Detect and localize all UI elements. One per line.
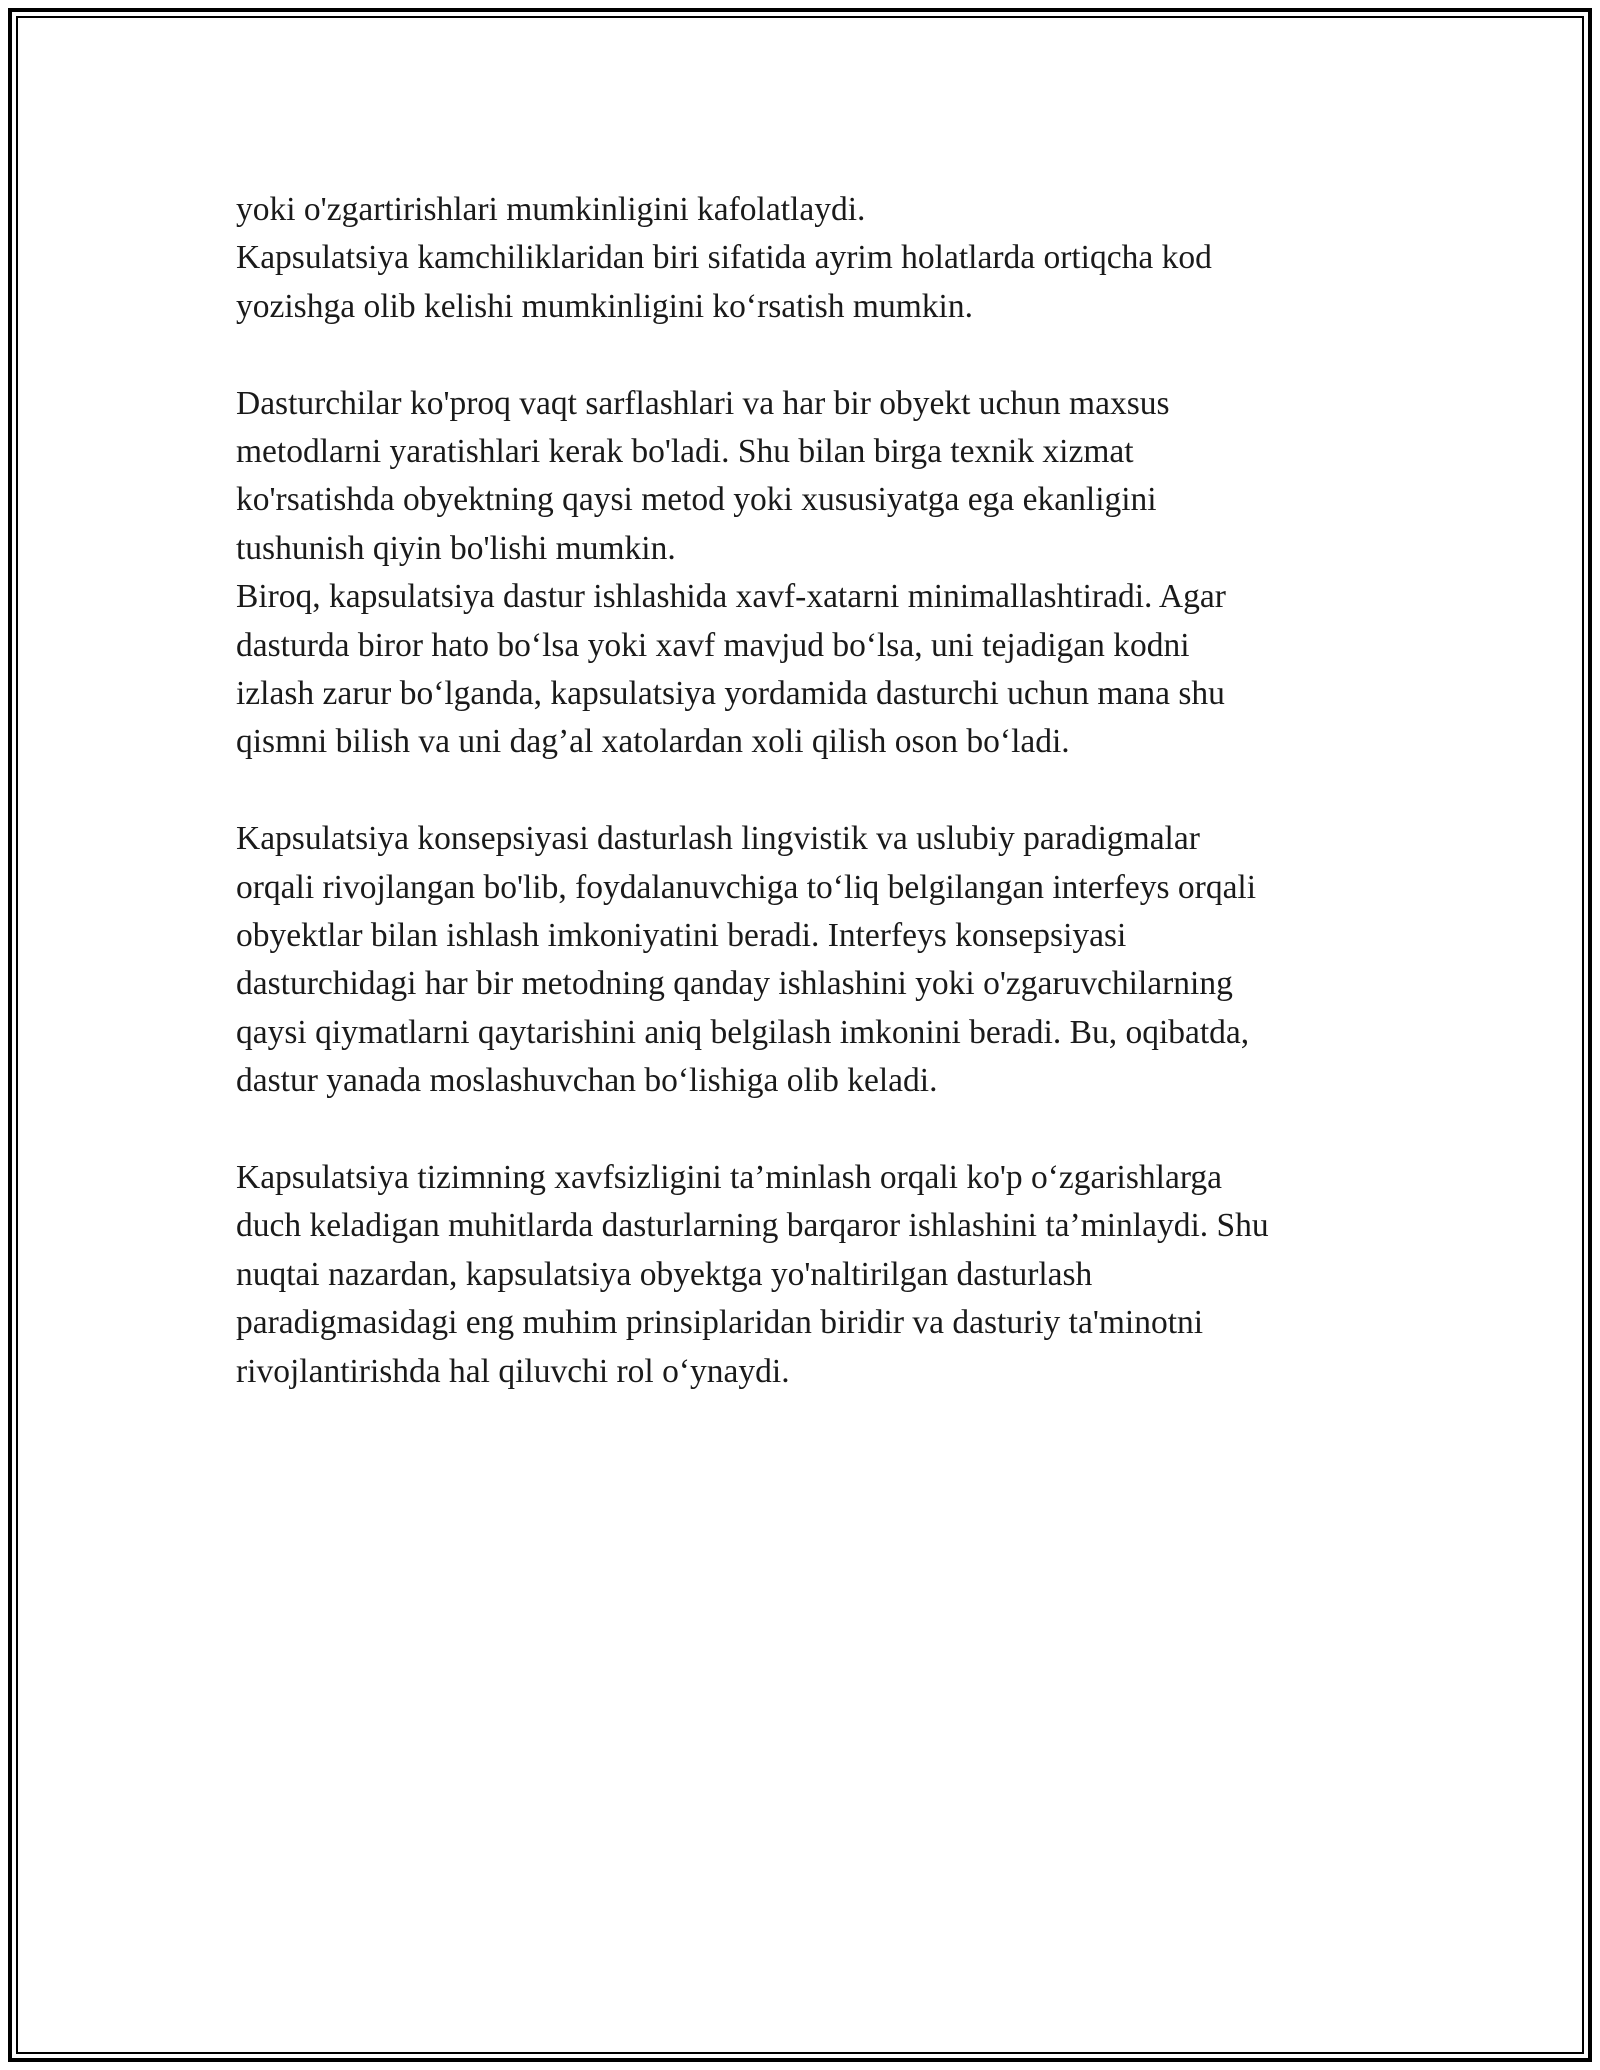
text-line: tushunish qiyin bo'lishi mumkin. (236, 529, 676, 567)
text-line: dasturda biror hato bo‘lsa yoki xavf mavjud bo‘lsa, uni tejadigan kodni (236, 626, 1190, 664)
text-line: izlash zarur bo‘lganda, kapsulatsiya yordamida dasturchi uchun mana shu (236, 675, 1225, 713)
text-line: nuqtai nazardan, kapsulatsiya obyektga yo'naltirilgan dasturlash (236, 1255, 1093, 1293)
paragraph-gap (236, 331, 1376, 379)
document-body (236, 186, 1376, 1396)
paragraph-1 (236, 186, 1376, 331)
paragraph-gap (236, 1106, 1376, 1154)
paragraph-3 (236, 815, 1376, 1105)
text-line: rivojlantirishda hal qiluvchi rol o‘ynaydi. (236, 1352, 790, 1390)
text-line: Biroq, kapsulatsiya dastur ishlashida xavf-xatarni minimallashtiradi. Agar (236, 578, 1226, 616)
text-line: Kapsulatsiya tizimning xavfsizligini ta’minlash orqali ko'p o‘zgarishlarga (236, 1159, 1222, 1197)
text-line: dastur yanada moslashuvchan bo‘lishiga olib keladi. (236, 1062, 938, 1100)
text-line: obyektlar bilan ishlash imkoniyatini beradi. Interfeys konsepsiyasi (236, 917, 1127, 955)
paragraph-gap (236, 767, 1376, 815)
text-line: qismni bilish va uni dag’al xatolardan xoli qilish oson bo‘ladi. (236, 723, 1070, 761)
text-line: Kapsulatsiya kamchiliklaridan biri sifatida ayrim holatlarda ortiqcha kod (236, 239, 1212, 277)
text-line: duch keladigan muhitlarda dasturlarning barqaror ishlashini ta’minlaydi. Shu (236, 1207, 1269, 1245)
text-line: orqali rivojlangan bo'lib, foydalanuvchiga to‘liq belgilangan interfeys orqali (236, 868, 1257, 906)
text-line: dasturchidagi har bir metodning qanday ishlashini yoki o'zgaruvchilarning (236, 965, 1233, 1003)
text-line: qaysi qiymatlarni qaytarishini aniq belgilash imkonini beradi. Bu, oqibatda, (236, 1013, 1250, 1051)
text-line: Dasturchilar ko'proq vaqt sarflashlari va har bir obyekt uchun maxsus (236, 384, 1170, 422)
text-line: Kapsulatsiya konsepsiyasi dasturlash lingvistik va uslubiy paradigmalar (236, 820, 1200, 858)
text-line: paradigmasidagi eng muhim prinsiplaridan biridir va dasturiy ta'minotni (236, 1304, 1204, 1342)
text-line: ko'rsatishda obyektning qaysi metod yoki xususiyatga ega ekanligini (236, 481, 1157, 519)
paragraph-4 (236, 1154, 1376, 1396)
paragraph-2 (236, 380, 1376, 767)
text-line: yozishga olib kelishi mumkinligini ko‘rsatish mumkin. (236, 287, 973, 325)
text-line: metodlarni yaratishlari kerak bo'ladi. Shu bilan birga texnik xizmat (236, 433, 1134, 471)
text-line: yoki o'zgartirishlari mumkinligini kafolatlaydi. (236, 191, 866, 228)
